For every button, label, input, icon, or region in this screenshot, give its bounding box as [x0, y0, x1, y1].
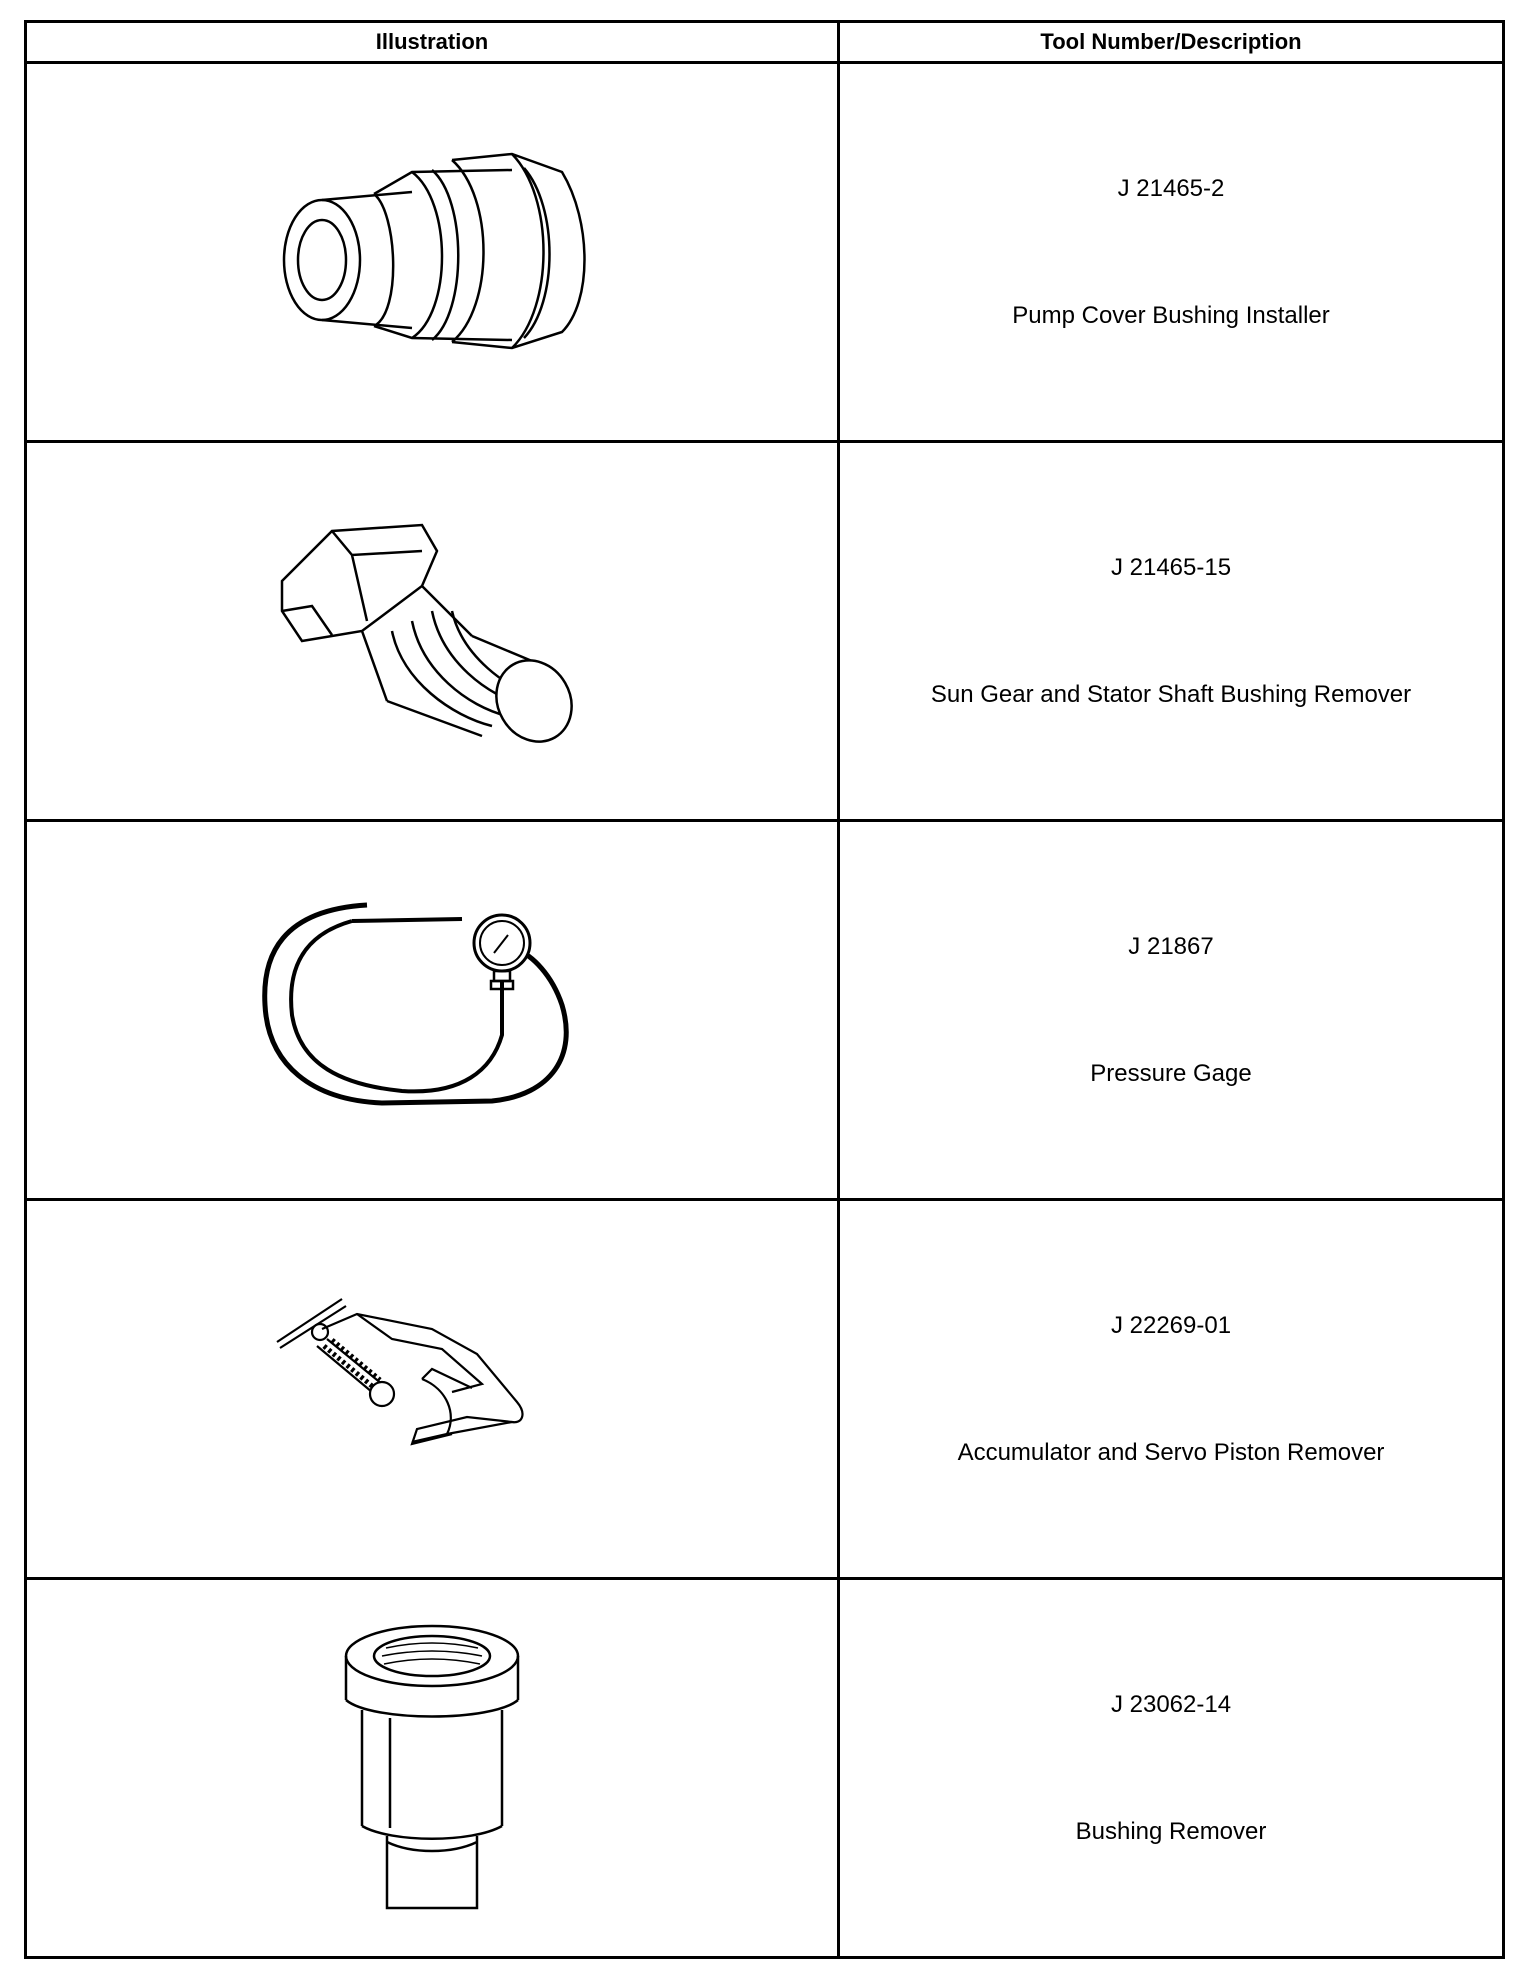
bushing-remover-bolt-icon: [272, 511, 592, 751]
tool-number: J 22269-01: [1110, 1311, 1232, 1339]
tool-description: Bushing Remover: [1075, 1817, 1267, 1845]
tool-description: Accumulator and Servo Piston Remover: [957, 1438, 1385, 1466]
description-cell: [839, 1200, 1504, 1579]
header-tool-description: Tool Number/Description: [839, 22, 1504, 63]
piston-remover-clamp-icon: [272, 1284, 592, 1494]
description-cell: [839, 63, 1504, 442]
tool-description: Pump Cover Bushing Installer: [1012, 301, 1330, 329]
illustration-cell: [26, 442, 839, 821]
header-illustration: Illustration: [26, 22, 839, 63]
tool-number: J 21867: [1128, 932, 1214, 960]
tool-description: Sun Gear and Stator Shaft Bushing Remover: [930, 680, 1412, 708]
tool-table: [24, 20, 1505, 1959]
illustration-cell: [26, 63, 839, 442]
illustration-cell: [26, 1579, 839, 1958]
table-row: [26, 1200, 1504, 1579]
bushing-remover-icon: [332, 1618, 532, 1918]
tool-number: J 21465-2: [1117, 174, 1225, 202]
description-cell: [839, 442, 1504, 821]
bushing-installer-icon: [262, 142, 602, 362]
table-row: [26, 63, 1504, 442]
table-header-row: [26, 22, 1504, 63]
table-row: [26, 821, 1504, 1200]
tool-description: Pressure Gage: [1090, 1059, 1252, 1087]
tool-number: J 23062-14: [1110, 1690, 1232, 1718]
table-row: [26, 442, 1504, 821]
description-cell: [839, 821, 1504, 1200]
table-row: [26, 1579, 1504, 1958]
illustration-cell: [26, 821, 839, 1200]
pressure-gage-icon: [262, 895, 602, 1125]
description-cell: [839, 1579, 1504, 1958]
illustration-cell: [26, 1200, 839, 1579]
tool-number: J 21465-15: [1110, 553, 1232, 581]
